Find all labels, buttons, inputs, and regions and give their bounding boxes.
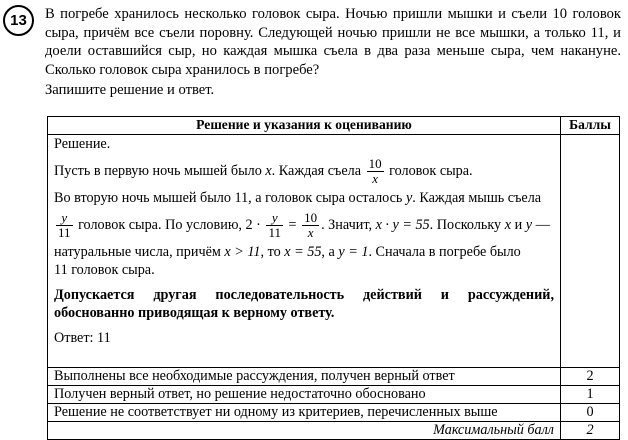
text: . Сначала в погребе было [368, 244, 521, 260]
criterion-text: Решение не соответствует ни одному из критериев, перечисленных выше [48, 404, 561, 422]
frac-den: x [372, 171, 378, 187]
var-x: x [504, 217, 512, 233]
solution-line-5: 11 головок сыра. [54, 262, 155, 278]
criterion-points: 0 [561, 404, 620, 422]
frac-num: y [266, 211, 283, 226]
grading-table [47, 116, 620, 440]
criterion-points: 2 [561, 368, 620, 386]
solution-note: Допускается другая последовательность действий и рассуждений, обоснованно приводящая к верному ответу. [54, 287, 554, 321]
text: головок сыра. По условию, [74, 217, 246, 233]
max-score-row [48, 422, 620, 440]
var-y: y [405, 190, 413, 206]
frac-num: 10 [368, 156, 382, 172]
text: . Значит, [321, 217, 376, 233]
text: . Каждая мышь съела [412, 190, 542, 206]
criterion-row [48, 404, 620, 422]
task-number-badge [3, 5, 34, 36]
text: — [532, 217, 550, 233]
y-value: y = 1 [338, 244, 369, 260]
text: , а [321, 244, 339, 260]
criterion-points: 1 [561, 386, 620, 404]
header-points: Баллы [561, 117, 620, 135]
solution-answer: Ответ: 11 [54, 330, 111, 346]
text: . Каждая съела [271, 163, 365, 179]
solution-points-cell [561, 135, 620, 368]
frac-den: 11 [58, 225, 71, 241]
frac-den: x [307, 225, 314, 241]
text: Во вторую ночь мышей было 11, а головок сыра осталось [54, 190, 406, 206]
criterion-text: Выполнены все необходимые рассуждения, получен верный ответ [48, 368, 561, 386]
var-x: x [265, 163, 272, 179]
frac-num: y [56, 211, 73, 226]
frac-num: 10 [304, 210, 318, 226]
max-score-label: Максимальный балл [48, 422, 561, 440]
max-score-value: 2 [561, 422, 620, 440]
solution-line-2 [54, 189, 554, 207]
solution-line-1 [54, 153, 554, 189]
eq-sign: = [284, 217, 301, 233]
criterion-row [48, 386, 620, 404]
eq-coef: 2 · [245, 217, 265, 233]
product-eq: x · y = 55 [375, 217, 430, 233]
criterion-text: Получен верный ответ, но решение недостаточно обосновано [48, 386, 561, 404]
eq-fraction-1 [266, 211, 283, 240]
criterion-row [48, 368, 620, 386]
task-number: 13 [10, 12, 27, 29]
fraction-y-over-11 [56, 211, 73, 240]
text: головок сыра. [385, 163, 473, 179]
solution-row [48, 135, 620, 368]
solution-cell [48, 135, 561, 368]
frac-den: 11 [268, 225, 281, 241]
text: , то [260, 244, 285, 260]
task-instruction: Запишите решение и ответ. [45, 82, 215, 98]
x-value: x = 55 [284, 244, 322, 260]
eq-fraction-2 [302, 211, 319, 240]
text: Пусть в первую ночь мышей было [54, 163, 266, 179]
header-solution: Решение и указания к оцениванию [48, 117, 561, 135]
task-text: В погребе хранилось несколько головок сыра. Ночью пришли мышки и съели 10 головок сыра, причём все съели поровну. Следующей ночью пришли не все мышки, а только 11, и доели оставшийся сыр, но каждая мышка съела в два раза меньше сыра, чем накануне. Сколько головок сыра хранилось в погребе? [45, 6, 621, 78]
text: и [511, 217, 526, 233]
solution-label: Решение. [54, 136, 111, 152]
solution-line-3 [54, 207, 554, 243]
fraction-10-over-x [367, 157, 384, 186]
var-y: y [525, 217, 533, 233]
table-header-row [48, 117, 620, 135]
text: натуральные числа, причём [54, 244, 225, 260]
condition: x > 11 [224, 244, 261, 260]
text: . Поскольку [429, 217, 505, 233]
solution-line-4 [54, 243, 554, 261]
